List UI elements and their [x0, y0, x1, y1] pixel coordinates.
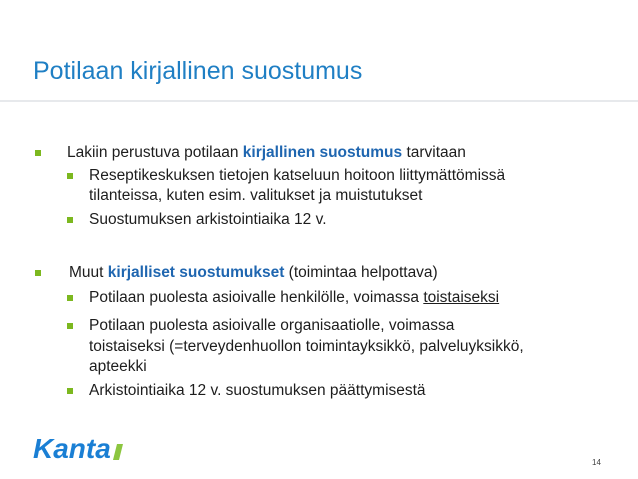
section2-sub2-line3: apteekki	[89, 358, 147, 375]
section1-sub1-line2: tilanteissa, kuten esim. valitukset ja muistutukset	[89, 187, 423, 204]
section1-sub2: Suostumuksen arkistointiaika 12 v.	[89, 211, 327, 228]
highlighted-term: kirjalliset suostumukset	[107, 264, 285, 281]
section2-sub2-line2: toistaiseksi (=terveydenhuollon toimintayksikkö, palveluyksikkö,	[89, 338, 524, 355]
bullet-square-icon	[67, 295, 73, 301]
section2-sub2-line1: Potilaan puolesta asioivalle organisaatiolle, voimassa	[89, 317, 455, 334]
title-divider	[0, 100, 638, 102]
slide-title: Potilaan kirjallinen suostumus	[33, 57, 363, 85]
bullet-square-icon	[67, 217, 73, 223]
text-segment: Lakiin perustuva potilaan	[67, 144, 243, 161]
section2-sub1	[89, 288, 499, 308]
logo-wordmark: Kanta	[33, 433, 111, 464]
page-number: 14	[592, 458, 601, 467]
logo-green-accent	[113, 444, 123, 460]
bullet-square-icon	[35, 150, 41, 156]
text-segment: tarvitaan	[402, 144, 466, 161]
text-segment: (toimintaa helpottava)	[284, 264, 438, 281]
bullet-square-icon	[35, 270, 41, 276]
bullet-square-icon	[67, 323, 73, 329]
bullet-square-icon	[67, 173, 73, 179]
highlighted-term: kirjallinen suostumus	[242, 144, 403, 161]
underlined-term: toistaiseksi	[423, 289, 500, 306]
section2-main-text	[69, 263, 438, 283]
section2-sub3: Arkistointiaika 12 v. suostumuksen päättymisestä	[89, 382, 426, 399]
section1-main-text	[67, 143, 466, 163]
text-segment: Potilaan puolesta asioivalle henkilölle, voimassa	[89, 289, 424, 306]
kanta-logo	[33, 432, 133, 464]
bullet-square-icon	[67, 388, 73, 394]
text-segment: Muut	[69, 264, 108, 281]
section1-sub1-line1: Reseptikeskuksen tietojen katseluun hoitoon liittymättömissä	[89, 167, 506, 184]
